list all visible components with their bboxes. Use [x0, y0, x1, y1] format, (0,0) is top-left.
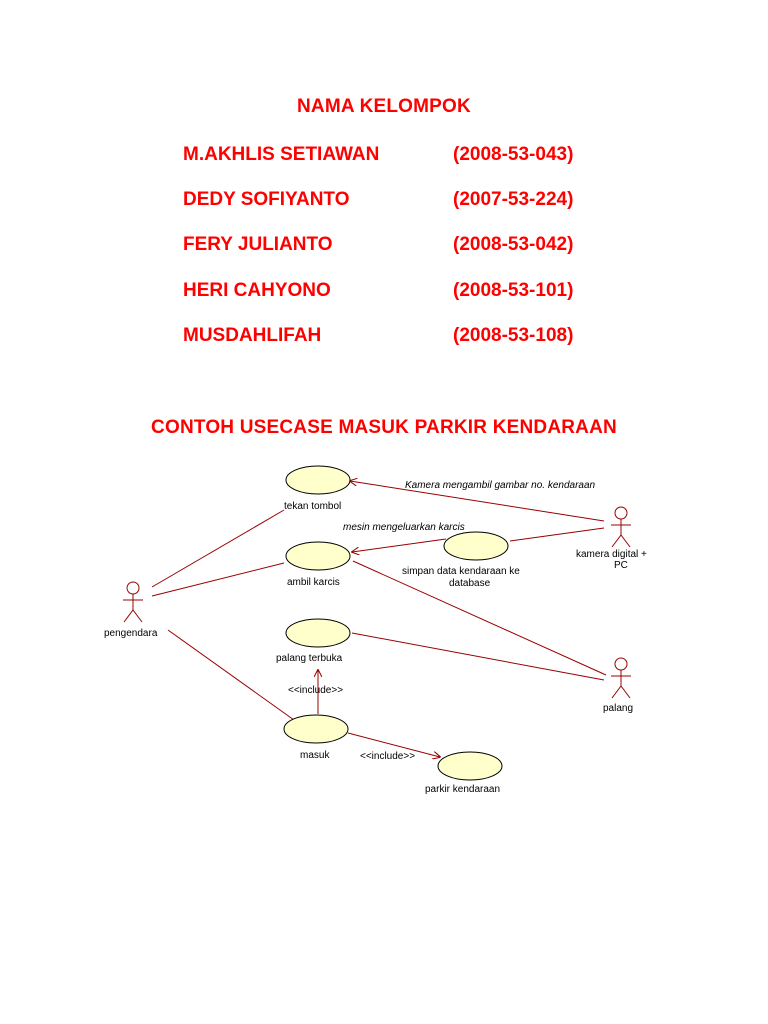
label-actor-palang: palang	[603, 703, 634, 714]
label-tekan-tombol: tekan tombol	[284, 501, 342, 512]
label-ambil-karcis: ambil karcis	[287, 577, 340, 588]
usecase-simpan-data	[444, 532, 508, 560]
member-name: FERY JULIANTO	[183, 234, 333, 255]
member-name: HERI CAHYONO	[183, 280, 331, 301]
member-name: M.AKHLIS SETIAWAN	[183, 144, 380, 165]
page-title: NAMA KELOMPOK	[297, 96, 471, 117]
assoc-pengendara-ambil	[152, 563, 284, 596]
label-actor-kamera-2: PC	[614, 560, 628, 571]
member-name: MUSDAHLIFAH	[183, 325, 322, 346]
label-actor-kamera-1: kamera digital +	[576, 549, 647, 560]
member-id: (2008-53-101)	[453, 280, 574, 301]
actor-palang-icon	[611, 658, 631, 698]
label-msg-mesin: mesin mengeluarkan karcis	[343, 522, 465, 533]
label-simpan-line1: simpan data kendaraan ke	[402, 566, 520, 577]
usecase-tekan-tombol	[286, 466, 350, 494]
actor-pengendara-icon	[123, 582, 143, 622]
member-id: (2008-53-042)	[453, 234, 574, 255]
label-masuk: masuk	[300, 750, 330, 761]
assoc-kamera-simpan	[510, 528, 604, 541]
usecase-ambil-karcis	[286, 542, 350, 570]
label-palang-terbuka: palang terbuka	[276, 653, 343, 664]
usecase-parkir-kendaraan	[438, 752, 502, 780]
member-id: (2007-53-224)	[453, 189, 574, 210]
label-actor-pengendara: pengendara	[104, 628, 158, 639]
label-simpan-line2: database	[449, 578, 491, 589]
member-id: (2008-53-043)	[453, 144, 574, 165]
assoc-palang-terbuka	[352, 633, 604, 680]
assoc-pengendara-tekan	[152, 510, 284, 587]
label-include-up: <<include>>	[288, 685, 344, 696]
member-id: (2008-53-108)	[453, 325, 574, 346]
label-msg-kamera: Kamera mengambil gambar no. kendaraan	[405, 480, 596, 491]
label-include-right: <<include>>	[360, 751, 416, 762]
actor-kamera-icon	[611, 507, 631, 547]
usecase-masuk	[284, 715, 348, 743]
usecase-palang-terbuka	[286, 619, 350, 647]
section-title: CONTOH USECASE MASUK PARKIR KENDARAAN	[151, 417, 617, 438]
label-parkir-kendaraan: parkir kendaraan	[425, 784, 501, 795]
assoc-pengendara-masuk	[168, 630, 294, 720]
msg-mesin	[352, 539, 446, 552]
member-name: DEDY SOFIYANTO	[183, 189, 350, 210]
